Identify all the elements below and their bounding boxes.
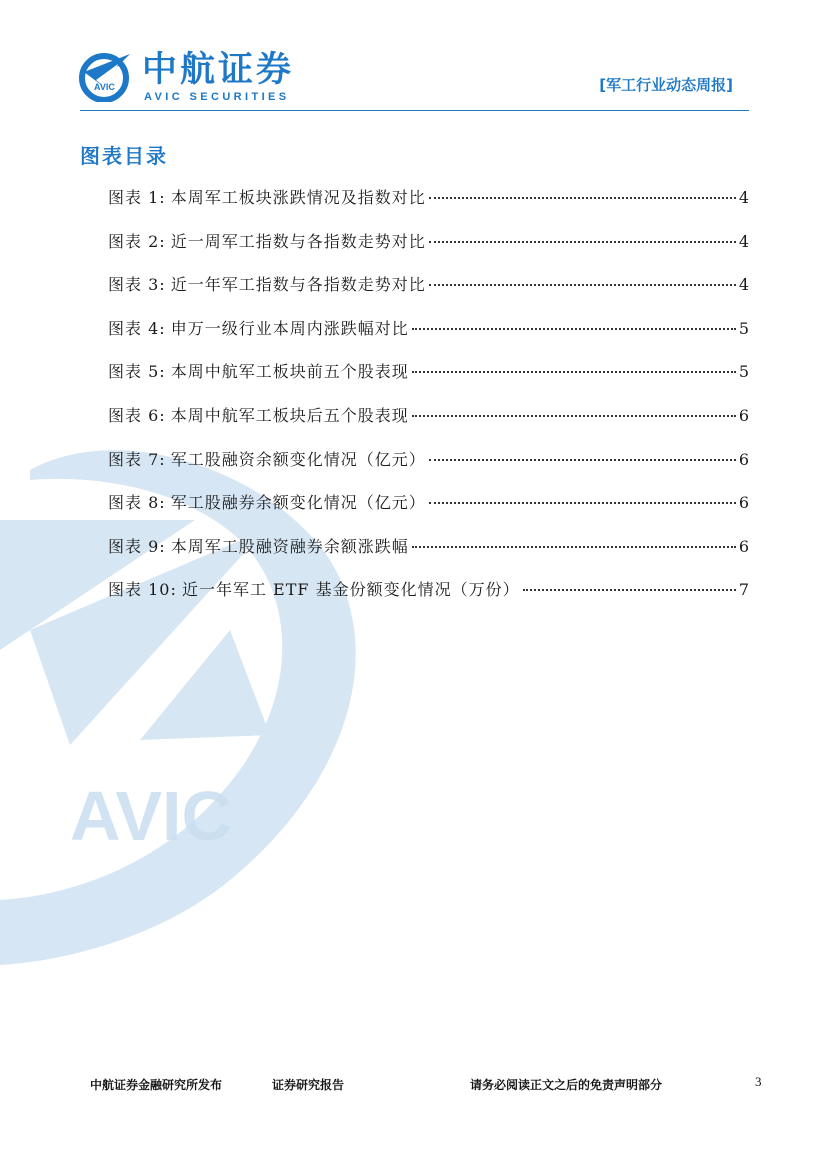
toc-entry-page: 4 [738, 275, 749, 295]
toc-entry[interactable] [108, 442, 749, 486]
toc-entry-title: 本周中航军工板块前五个股表现 [170, 362, 409, 382]
logo-chinese-name: 中航证券 [142, 50, 295, 90]
figure-toc-list [108, 180, 749, 616]
page-footer [0, 1070, 827, 1100]
footer-report-type: 证券研究报告 [272, 1078, 345, 1092]
toc-entry-title: 本周中航军工板块后五个股表现 [170, 405, 409, 425]
toc-entry[interactable] [108, 572, 749, 616]
svg-text:AVIC: AVIC [94, 82, 115, 92]
avic-logo-icon [78, 50, 134, 102]
toc-entry-title: 本周军工股融资融券余额涨跌幅 [170, 536, 409, 556]
toc-entry-label: 图表 6: [108, 405, 166, 425]
toc-entry-title: 近一年军工 ETF 基金份额变化情况（万份） [181, 580, 520, 600]
toc-entry-page: 5 [738, 318, 749, 338]
toc-entry-title: 近一周军工指数与各指数走势对比 [170, 231, 426, 251]
toc-entry-label: 图表 4: [108, 318, 166, 338]
toc-entry-label: 图表 8: [108, 493, 166, 513]
toc-entry-label: 图表 10: [108, 580, 177, 600]
toc-entry-page: 6 [738, 405, 749, 425]
toc-entry-title: 本周军工板块涨跌情况及指数对比 [170, 188, 426, 207]
toc-entry-label: 图表 7: [108, 449, 166, 469]
toc-entry-label: 图表 1: [108, 188, 166, 207]
footer-publisher: 中航证券金融研究所发布 [90, 1078, 223, 1092]
toc-entry[interactable] [108, 267, 749, 311]
toc-heading: 图表目录 [80, 144, 168, 168]
report-category-tag: [军工行业动态周报] [599, 76, 733, 94]
logo-english-name: AVIC SECURITIES [144, 91, 290, 103]
page-number: 3 [755, 1074, 762, 1089]
toc-dot-leader [429, 197, 736, 199]
header-divider [80, 110, 749, 111]
toc-entry-title: 军工股融资余额变化情况（亿元） [170, 449, 426, 469]
toc-entry-page: 4 [738, 188, 749, 207]
toc-entry[interactable] [108, 180, 749, 224]
toc-dot-leader [412, 328, 736, 330]
toc-entry-label: 图表 2: [108, 231, 166, 251]
toc-dot-leader [429, 284, 736, 286]
toc-entry[interactable] [108, 529, 749, 573]
toc-entry-title: 近一年军工指数与各指数走势对比 [170, 275, 426, 295]
toc-entry-page: 6 [738, 536, 749, 556]
toc-entry[interactable] [108, 485, 749, 529]
toc-entry[interactable] [108, 311, 749, 355]
toc-dot-leader [429, 241, 736, 243]
toc-entry-page: 5 [738, 362, 749, 382]
toc-entry-label: 图表 3: [108, 275, 166, 295]
toc-entry-page: 6 [738, 449, 749, 469]
toc-dot-leader [429, 502, 736, 504]
toc-dot-leader [412, 546, 736, 548]
toc-entry[interactable] [108, 354, 749, 398]
toc-entry-label: 图表 9: [108, 536, 166, 556]
toc-entry-page: 6 [738, 493, 749, 513]
toc-dot-leader [412, 415, 736, 417]
footer-disclaimer-link: 请务必阅读正文之后的免责声明部分 [470, 1078, 663, 1092]
toc-entry-title: 申万一级行业本周内涨跌幅对比 [170, 318, 409, 338]
page-header [0, 0, 827, 115]
toc-entry[interactable] [108, 398, 749, 442]
toc-entry-page: 4 [738, 231, 749, 251]
toc-dot-leader [412, 371, 736, 373]
watermark-text: AVIC [70, 777, 233, 855]
toc-entry[interactable] [108, 224, 749, 268]
toc-entry-page: 7 [738, 580, 749, 600]
toc-entry-title: 军工股融券余额变化情况（亿元） [170, 493, 426, 513]
toc-entry-label: 图表 5: [108, 362, 166, 382]
toc-dot-leader [523, 589, 736, 591]
toc-dot-leader [429, 459, 736, 461]
